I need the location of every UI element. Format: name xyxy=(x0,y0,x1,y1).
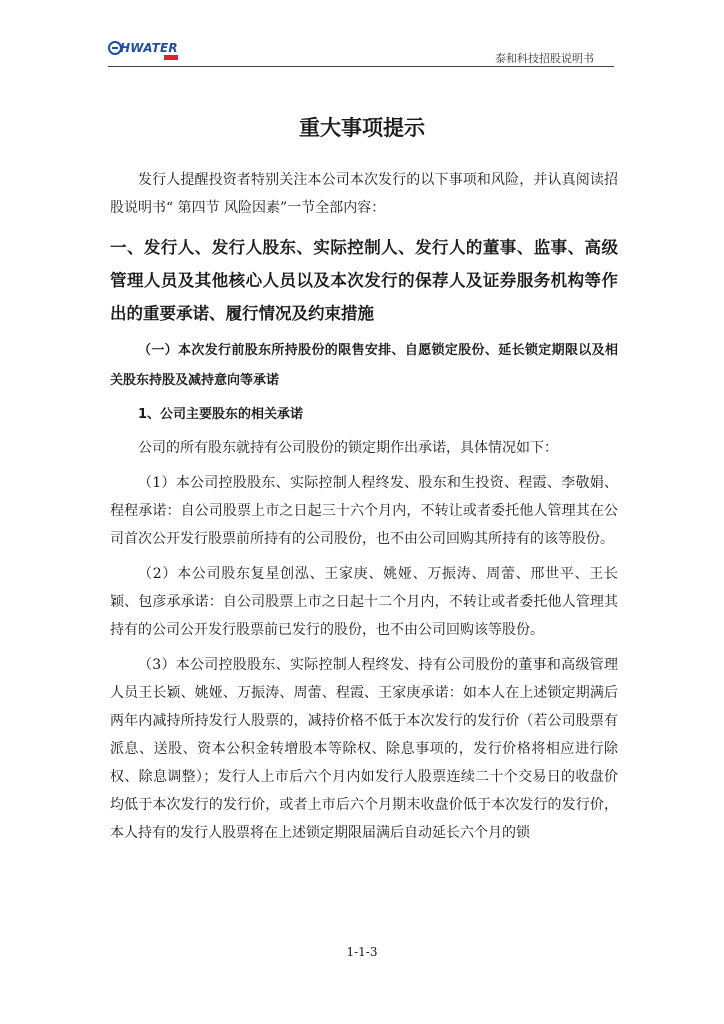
company-logo xyxy=(108,41,178,55)
item-heading-1: 1、公司主要股东的相关承诺 xyxy=(138,407,304,422)
body-paragraph: （1）本公司控股股东、实际控制人程终发、股东和生投资、程霞、李敬娟、程程承诺：自公司股票上市之日起三十六个月内，不转让或者委托他人管理其在公司首次公开发行股票前所持有的公司股份，也不由公司回购其所持有的该等股份。 xyxy=(110,475,618,547)
document-header-title: 泰和科技招股说明书 xyxy=(495,52,594,65)
body-paragraph: （2）本公司股东复星创泓、王家庚、姚娅、万振涛、周蕾、邢世平、王长颖、包彦承承诺：自公司股票上市之日起十二个月内，不转让或者委托他人管理其持有的公司公开发行股票前已发行的股份，也不由公司回购该等股份。 xyxy=(110,566,618,638)
section-heading-1: 一、发行人、发行人股东、实际控制人、发行人的董事、监事、高级管理人员及其他核心人员以及本次发行的保荐人及证券服务机构等作出的重要承诺、履行情况及约束措施 xyxy=(110,238,618,323)
logo-red-badge xyxy=(164,55,178,60)
header-divider xyxy=(108,66,614,67)
document-body xyxy=(110,166,618,847)
subsection-heading-1: （一）本次发行前股东所持股份的限售安排、自愿锁定股份、延长锁定期限以及相关股东持股及减持意向等承诺 xyxy=(110,343,618,388)
logo-text: HWATER xyxy=(120,41,178,55)
body-paragraph: 公司的所有股东就持有公司股份的锁定期作出承诺，具体情况如下： xyxy=(138,440,558,456)
body-paragraph: （3）本公司控股股东、实际控制人程终发、持有公司股份的董事和高级管理人员王长颖、姚娅、万振涛、周蕾、程霞、王家庚承诺：如本人在上述锁定期满后两年内减持所持发行人股票的，减持价格不低于本次发行的发行价（若公司股票有派息、送股、资本公积金转增股本等除权、除息事项的，发行价格将相应进行除权、除息调整）；发行人上市后六个月内如发行人股票连续二十个交易日的收盘价均低于本次发行的发行价，或者上市后六个月期末收盘价低于本次发行的发行价，本人持有的发行人股票将在上述锁定期限届满后自动延长六个月的锁 xyxy=(110,657,618,841)
page-number: 1-1-3 xyxy=(346,945,378,959)
page-title: 重大事项提示 xyxy=(299,116,425,140)
intro-paragraph: 发行人提醒投资者特别关注本公司本次发行的以下事项和风险，并认真阅读招股说明书“ 第四节 风险因素”一节全部内容： xyxy=(110,172,618,216)
